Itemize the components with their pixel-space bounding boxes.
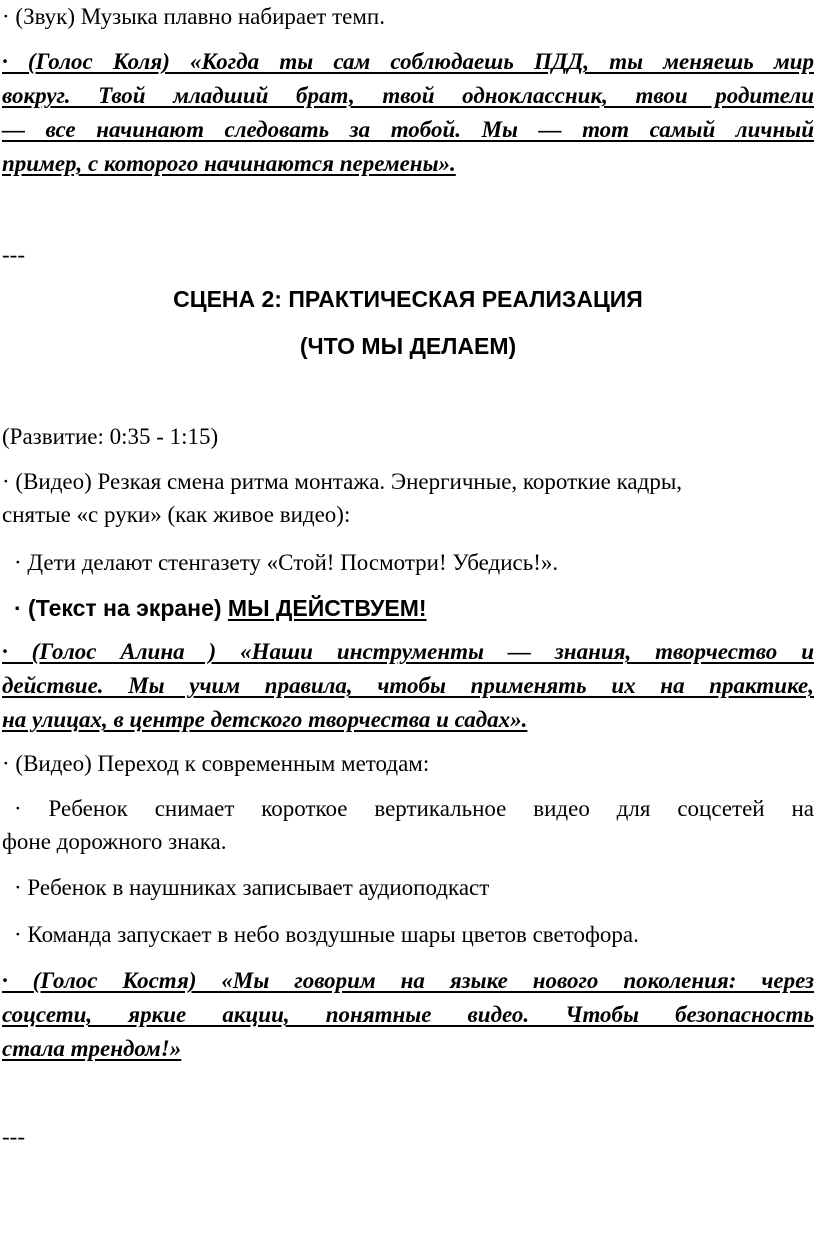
voice-alina-line-3: на улицах, в центре детского творчества и садах». [2,707,528,732]
voice-kolya-line-1: · (Голос Коля) «Когда ты сам соблюдаешь ПДД, ты меняешь мир [2,49,814,74]
children-item: · Дети делают стенгазету «Стой! Посмотри! Убедись!». [14,550,559,575]
separator-1: --- [2,242,25,267]
sound-line: · (Звук) Музыка плавно набирает темп. [2,4,385,29]
voice-kolya-line-3: — все начинают следовать за тобой. Мы — тот самый личный [2,117,814,142]
voice-kolya-line-4: пример, с которого начинаются перемены». [2,151,456,176]
item-podcast: · Ребенок в наушниках записывает аудиоподкаст [14,875,490,900]
separator-2: --- [2,1124,25,1149]
voice-alina-line-1: · (Голос Алина ) «Наши инструменты — знания, творчество и [2,639,814,664]
item-balloons: · Команда запускает в небо воздушные шары цветов светофора. [14,922,639,947]
screen-text-line [2,591,816,626]
voice-kostya-line-1: · (Голос Костя) «Мы говорим на языке нового поколения: через [2,968,814,993]
item-video-line-2: фоне дорожного знака. [2,829,227,854]
screen-text-value: МЫ ДЕЙСТВУЕМ! [227,595,427,621]
voice-kolya-quote [2,45,814,181]
voice-alina-line-2: действие. Мы учим правила, чтобы применять их на практике, [2,673,814,698]
item-video-line-1: · Ребенок снимает короткое вертикальное видео для соцсетей на [14,796,814,821]
scene-title-line-1: СЦЕНА 2: ПРАКТИЧЕСКАЯ РЕАЛИЗАЦИЯ [173,286,643,312]
scene-title-line-2: (ЧТО МЫ ДЕЛАЕМ) [299,333,517,359]
voice-kostya-line-3: стала трендом!» [2,1036,182,1061]
video-1-line-2: снятые «с руки» (как живое видео): [2,502,351,527]
voice-alina-quote [2,635,814,737]
voice-kostya-line-2: соцсети, яркие акции, понятные видео. Чтобы безопасность [2,1002,814,1027]
development-timing: (Развитие: 0:35 - 1:15) [2,424,219,449]
voice-kolya-line-2: вокруг. Твой младший брат, твой одноклассник, твои родители [2,83,814,108]
voice-kostya-quote [2,964,814,1066]
video-1-line-1: · (Видео) Резкая смена ритма монтажа. Энергичные, короткие кадры, [2,469,683,494]
video-2-line: · (Видео) Переход к современным методам: [2,751,430,776]
screen-text-prefix: · (Текст на экране) [14,595,228,621]
